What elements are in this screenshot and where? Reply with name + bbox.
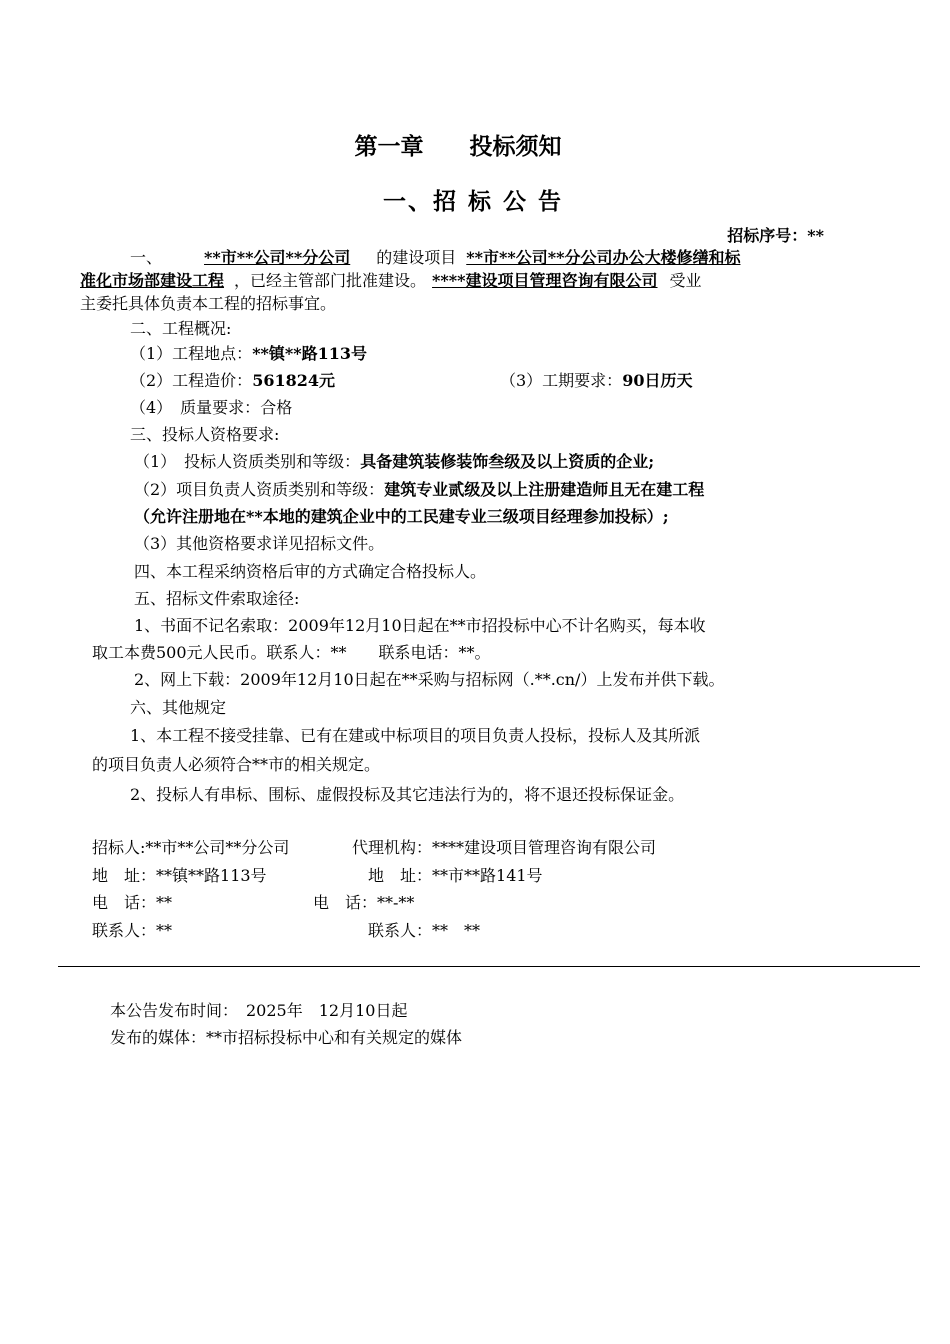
qualification-item-3: （3）其他资格要求详见招标文件。 [134, 534, 385, 553]
overview-quality [130, 397, 292, 419]
contact-agency-person [368, 920, 480, 942]
contact-label: 联系人： [368, 921, 433, 940]
review-method: 四、本工程采纳资格后审的方式确定合格投标人。 [134, 562, 487, 581]
cost-label: （2）工程造价： [130, 371, 253, 390]
quality-value: 合格 [260, 398, 293, 417]
intro-line-3: 主委托具体负责本工程的招标事宜。 [80, 294, 337, 313]
qualification-item-2-note: （允许注册地在**本地的建筑企业中的工民建专业三级项目经理参加投标）; [134, 507, 669, 526]
tenderer-contact: ** [156, 921, 173, 940]
contact-tenderer-name [92, 837, 289, 859]
contact-agency-address [368, 865, 543, 887]
intro-prefix: 一、 [130, 248, 163, 267]
tenderer-address: **镇**路113号 [156, 866, 267, 885]
chapter-title: 第一章 投标须知 [354, 133, 562, 160]
intro-suffix: 受业 [669, 271, 702, 290]
item1-label: （1） 投标人资质类别和等级： [134, 452, 361, 471]
overview-heading: 二、工程概况: [130, 319, 232, 338]
contact-tenderer-address [92, 865, 267, 887]
agency-address: **市**路141号 [432, 866, 543, 885]
phone-label: 电 话： [92, 893, 157, 912]
tenderer-value: **市**公司**分公司 [145, 838, 290, 857]
other-item-2: 2、投标人有串标、围标、虚假投标及其它违法行为的，将不退还投标保证金。 [130, 785, 685, 804]
serial-number: 招标序号：** [727, 226, 824, 245]
overview-cost [130, 370, 335, 392]
quality-label: （4） 质量要求： [130, 398, 261, 417]
cost-value: 561824元 [252, 371, 335, 390]
agency-label: 代理机构： [352, 838, 433, 857]
intro-line-1 [130, 247, 740, 269]
intro-agency: ****建设项目管理咨询有限公司 [432, 271, 658, 290]
tenderer-label: 招标人: [92, 838, 146, 857]
intro-line-2 [80, 270, 702, 292]
period-value: 90日历天 [622, 371, 693, 390]
documents-item-2: 2、网上下载：2009年12月10日起在**采购与招标网（.**.cn/）上发布并供下载。 [134, 670, 725, 689]
address-label: 地 址： [368, 866, 433, 885]
tenderer-phone: ** [156, 893, 173, 912]
address-label: 地 址： [92, 866, 157, 885]
overview-period [500, 370, 692, 392]
location-label: （1）工程地点： [130, 344, 253, 363]
divider-line [58, 966, 920, 967]
qualification-item-2 [134, 479, 704, 501]
documents-item-1-line-2: 取工本费500元人民币。联系人：** 联系电话：**。 [92, 643, 491, 662]
item2-value: 建筑专业贰级及以上注册建造师且无在建工程 [384, 480, 705, 499]
other-heading: 六、其他规定 [130, 698, 227, 717]
contact-tenderer-person [92, 920, 172, 942]
contact-tenderer-phone [92, 892, 172, 914]
notice-title: 一、招 标 公 告 [382, 188, 564, 215]
period-label: （3）工期要求： [500, 371, 623, 390]
documents-item-1-line-1: 1、书面不记名索取：2009年12月10日起在**市招投标中心不计名购买，每本收 [134, 616, 706, 635]
contact-agency-name [352, 837, 656, 859]
qualification-heading: 三、投标人资格要求: [130, 425, 280, 444]
item1-value: 具备建筑装修装饰叁级及以上资质的企业; [360, 452, 655, 471]
publication-time: 本公告发布时间： 2025年 12月10日起 [110, 1001, 408, 1020]
agency-phone: **-** [377, 893, 415, 912]
other-item-1-line-1: 1、本工程不接受挂靠、已有在建或中标项目的项目负责人投标，投标人及其所派 [130, 726, 701, 745]
agency-contact: ** ** [432, 921, 481, 940]
other-item-1-line-2: 的项目负责人必须符合**市的相关规定。 [92, 755, 381, 774]
documents-heading: 五、招标文件索取途径: [134, 589, 300, 608]
contact-agency-phone [313, 892, 414, 914]
agency-value: ****建设项目管理咨询有限公司 [432, 838, 657, 857]
publication-media: 发布的媒体：**市招标投标中心和有关规定的媒体 [110, 1028, 463, 1047]
intro-mid2: ，已经主管部门批准建设。 [234, 271, 427, 290]
intro-project-line1: **市**公司**分公司办公大楼修缮和标 [466, 248, 741, 267]
intro-mid1: 的建设项目 [376, 248, 457, 267]
overview-location [130, 343, 367, 365]
phone-label: 电 话： [313, 893, 378, 912]
contact-label: 联系人： [92, 921, 157, 940]
location-value: **镇**路113号 [252, 344, 368, 363]
qualification-item-1 [134, 451, 654, 473]
item2-label: （2）项目负责人资质类别和等级： [134, 480, 385, 499]
intro-tenderer: **市**公司**分公司 [204, 248, 351, 267]
intro-project-line2: 准化市场部建设工程 [80, 271, 225, 290]
